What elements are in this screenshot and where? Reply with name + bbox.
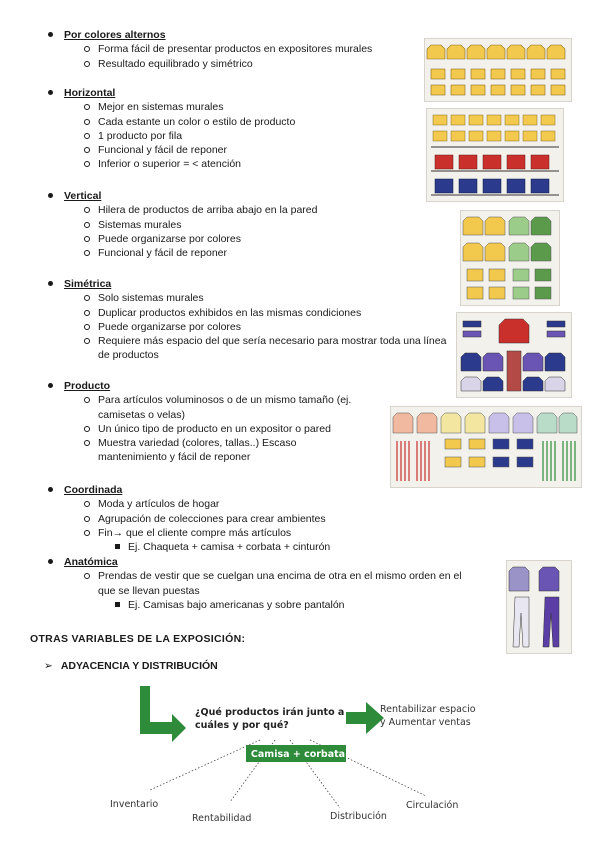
section-title: Anatómica xyxy=(64,555,572,569)
list-item: 1 producto por fila xyxy=(98,129,572,143)
list-item: Resultado equilibrado y simétrico xyxy=(98,57,572,71)
list-item: Puede organizarse por colores xyxy=(98,320,572,334)
list-item: Funcional y fácil de reponer xyxy=(98,143,572,157)
list-item: Fin→ que el cliente compre más artículos xyxy=(98,526,572,540)
list-item: Prendas de vestir que se cuelgan una encima de otra en el mismo orden en el que se llevan puestas xyxy=(98,569,478,598)
arrowhead-bullet-icon: ➢ xyxy=(44,660,53,672)
sub-item: Ej. Chaqueta + camisa + corbata + cinturón xyxy=(128,540,572,554)
diagram-example: Camisa + corbata xyxy=(250,749,346,760)
symmetric-illustration xyxy=(456,312,572,398)
list-item: Moda y artículos de hogar xyxy=(98,497,572,511)
section-title: Producto xyxy=(64,379,572,393)
list-item: Un único tipo de producto en un expositor o pared xyxy=(98,422,572,436)
anatomical-illustration xyxy=(506,560,572,654)
factor-rentabilidad: Rentabilidad xyxy=(192,813,252,824)
list-item: Requiere más espacio del que sería necesario para mostrar toda una línea de productos xyxy=(98,335,447,362)
factor-circulacion: Circulación xyxy=(406,800,459,811)
list-item: Inferior o superior = < atención xyxy=(98,157,572,171)
right-arrow-icon xyxy=(346,702,384,734)
list-item: Forma fácil de presentar productos en expositores murales xyxy=(98,42,572,56)
otras-variables-heading: OTRAS VARIABLES DE LA EXPOSICIÓN: xyxy=(30,633,246,645)
section-title: Simétrica xyxy=(64,277,572,291)
section-title: Coordinada xyxy=(64,483,572,497)
list-item: Puede organizarse por colores xyxy=(98,232,572,246)
alternating-colors-illustration xyxy=(424,38,572,102)
sub-item: Ej. Camisas bajo americanas y sobre pantalón xyxy=(128,598,572,612)
list-item: Agrupación de colecciones para crear ambientes xyxy=(98,512,572,526)
section-title: Horizontal xyxy=(64,86,572,100)
section-title: Por colores alternos xyxy=(64,28,572,42)
product-illustration xyxy=(390,406,582,488)
list-item: Sistemas murales xyxy=(98,218,572,232)
section-title: Vertical xyxy=(64,189,572,203)
list-item: Cada estante un color o estilo de producto xyxy=(98,115,572,129)
list-item: Duplicar productos exhibidos en las mismas condiciones xyxy=(98,306,572,320)
factor-distribucion: Distribución xyxy=(330,811,387,822)
section-coordinada xyxy=(52,483,572,554)
diagram-result: Rentabilizar espacio y Aumentar ventas xyxy=(380,704,476,728)
list-item: Muestra variedad (colores, tallas..) Escaso mantenimiento y fácil de reponer xyxy=(98,436,313,465)
section-anatomica xyxy=(52,555,572,612)
vertical-illustration xyxy=(460,210,560,306)
l-arrow-icon xyxy=(140,686,186,742)
diagram-question: ¿Qué productos irán junto a cuáles y por qué? xyxy=(195,707,345,731)
list-item: Para artículos voluminosos o de un mismo tamaño (ej. camisetas o velas) xyxy=(98,393,368,422)
list-item: Mejor en sistemas murales xyxy=(98,100,572,114)
list-item: Hilera de productos de arriba abajo en la pared xyxy=(98,203,572,217)
horizontal-illustration xyxy=(426,108,564,202)
list-item: Solo sistemas murales xyxy=(98,291,572,305)
adyacencia-title: ADYACENCIA Y DISTRIBUCIÓN xyxy=(60,660,218,672)
list-item: Funcional y fácil de reponer xyxy=(98,246,572,260)
factor-inventario: Inventario xyxy=(110,799,159,810)
adyacencia-heading xyxy=(44,659,218,673)
